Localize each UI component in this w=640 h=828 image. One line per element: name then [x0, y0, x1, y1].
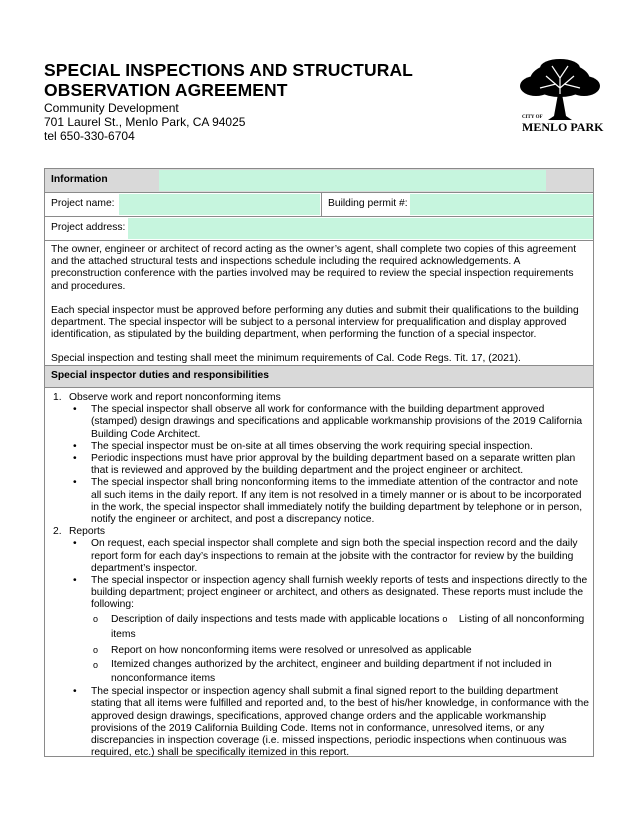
list-item — [51, 441, 589, 453]
department-address-block — [44, 101, 245, 143]
project-name-input[interactable] — [119, 194, 320, 215]
list-item-text: Periodic inspections must have prior approval by the building department based on a separate written plan that is reviewed and approved by the building department and the project engineer or architect. — [91, 453, 576, 477]
title-line-1: SPECIAL INSPECTIONS AND STRUCTURAL — [44, 60, 413, 80]
bullet-icon: • — [73, 538, 77, 550]
intro-paragraph-1: The owner, engineer or architect of record acting as the owner’s agent, shall complete two copies of this agreement and the attached structural tests and inspections schedule including the required acknowledgements. A preconstruction conference with the parties involved may be required to review the special inspection requirements and procedures. — [51, 244, 577, 292]
intro-paragraph-2: Each special inspector must be approved before performing any duties and submit their qualifications to the building department. The special inspector will be subject to a personal interview for prequalification and display approved identification, as stipulated by the building department, when performing the function of a special inspector. — [51, 305, 579, 341]
list-item-text: The special inspector or inspection agency shall furnish weekly reports of tests and inspections directly to the building department; project engineer or architect, and others as designated. These reports must include the following: — [91, 575, 588, 611]
list-item — [51, 575, 589, 612]
list-item-text: The special inspector shall bring nonconforming items to the immediate attention of the contractor and note all such items in the daily report. If any item is not resolved in a timely manner or is about to be incorporated in the work, the special inspector shall immediately notify the building department by telephone or in person, notify the engineer or architect, and post a discrepancy notice. — [91, 477, 583, 526]
agreement-form — [44, 168, 594, 757]
sub-list-item — [51, 643, 589, 659]
list-item-text: The special inspector shall observe all work for conformance with the building department approved (stamped) design drawings and specifications and applicable workmanship provisions of the 2019 California Building Code Architect. — [91, 404, 583, 440]
circle-bullet-icon: o — [93, 644, 99, 655]
item-number: 1. — [53, 392, 62, 403]
sub-list-item — [51, 612, 589, 643]
list-item — [51, 477, 589, 526]
list-item-text: The special inspector or inspection agency shall submit a final signed report to the building department stating that all items were fulfilled and reported and, to the best of his/her knowledge, in conformance with the approved design drawings, specifications, approved change orders and the applicable workmanship provisions of the 2019 California Building Code. Items not in conformance, unresolved items, or any discrepancies in inspection coverage (i.e. missed inspections, periodic inspections when continuous was required, etc.) shall be specifically itemized in this report. — [91, 686, 589, 759]
circle-bullet-icon: o — [442, 613, 448, 624]
sub-item-text: Description of daily inspections and tests made with applicable locations — [111, 613, 440, 625]
duties-list — [51, 392, 589, 759]
duty-item-1 — [51, 392, 589, 404]
street-address: 701 Laurel St., Menlo Park, CA 94025 — [44, 115, 246, 129]
bullet-icon: • — [73, 686, 77, 698]
information-field[interactable] — [159, 170, 546, 191]
project-address-row — [45, 217, 593, 241]
sub-list-item — [51, 658, 589, 686]
duty-item-2 — [51, 526, 589, 538]
department-name: Community Development — [44, 101, 179, 115]
list-item — [51, 404, 589, 441]
sub-item-text: Itemized changes authorized by the architect, engineer and building department if not included in nonconformance items — [111, 659, 552, 685]
duty-item-1-text: Observe work and report nonconforming items — [69, 392, 281, 403]
project-address-label: Project address: — [51, 222, 126, 233]
building-permit-label: Building permit #: — [328, 198, 408, 209]
phone-number: tel 650-330-6704 — [44, 129, 135, 143]
list-item — [51, 538, 589, 575]
logo-menlo-park: MENLO PARK — [522, 120, 604, 134]
project-name-label: Project name: — [51, 198, 115, 209]
intro-paragraph-3: Special inspection and testing shall meet the minimum requirements of Cal. Code Regs. Tit. 17, (2021). — [51, 353, 521, 364]
project-address-input[interactable] — [128, 218, 593, 239]
information-header-row — [45, 169, 593, 193]
duties-header-row — [45, 365, 593, 388]
sub-item-text: Listing of all nonconforming items — [111, 613, 585, 641]
circle-bullet-icon: o — [93, 660, 99, 671]
bullet-icon: • — [73, 440, 77, 452]
circle-bullet-icon: o — [93, 613, 99, 624]
duty-item-2-text: Reports — [69, 526, 106, 538]
bullet-icon: • — [73, 575, 77, 587]
information-header: Information — [51, 174, 108, 185]
list-item — [51, 686, 589, 759]
sub-item-text: Report on how nonconforming items were resolved or unresolved as applicable — [111, 644, 472, 656]
logo-city-of: CITY OF — [522, 115, 543, 120]
bullet-icon: • — [73, 453, 77, 465]
bullet-icon: • — [73, 477, 77, 489]
list-item-text: The special inspector must be on-site at all times observing the work requiring special inspection. — [91, 440, 533, 452]
project-name-row — [45, 193, 593, 217]
item-number: 2. — [53, 526, 62, 538]
list-item — [51, 453, 589, 477]
bullet-icon: • — [73, 404, 77, 416]
duties-header: Special inspector duties and responsibilities — [51, 370, 270, 381]
building-permit-input[interactable] — [410, 194, 593, 215]
page-title — [44, 60, 413, 100]
title-line-2: OBSERVATION AGREEMENT — [44, 80, 288, 100]
list-item-text: On request, each special inspector shall complete and sign both the special inspection record and the daily report form for each day’s inspections to remain at the jobsite with the contractor for review by the building department’s inspector. — [91, 538, 578, 574]
